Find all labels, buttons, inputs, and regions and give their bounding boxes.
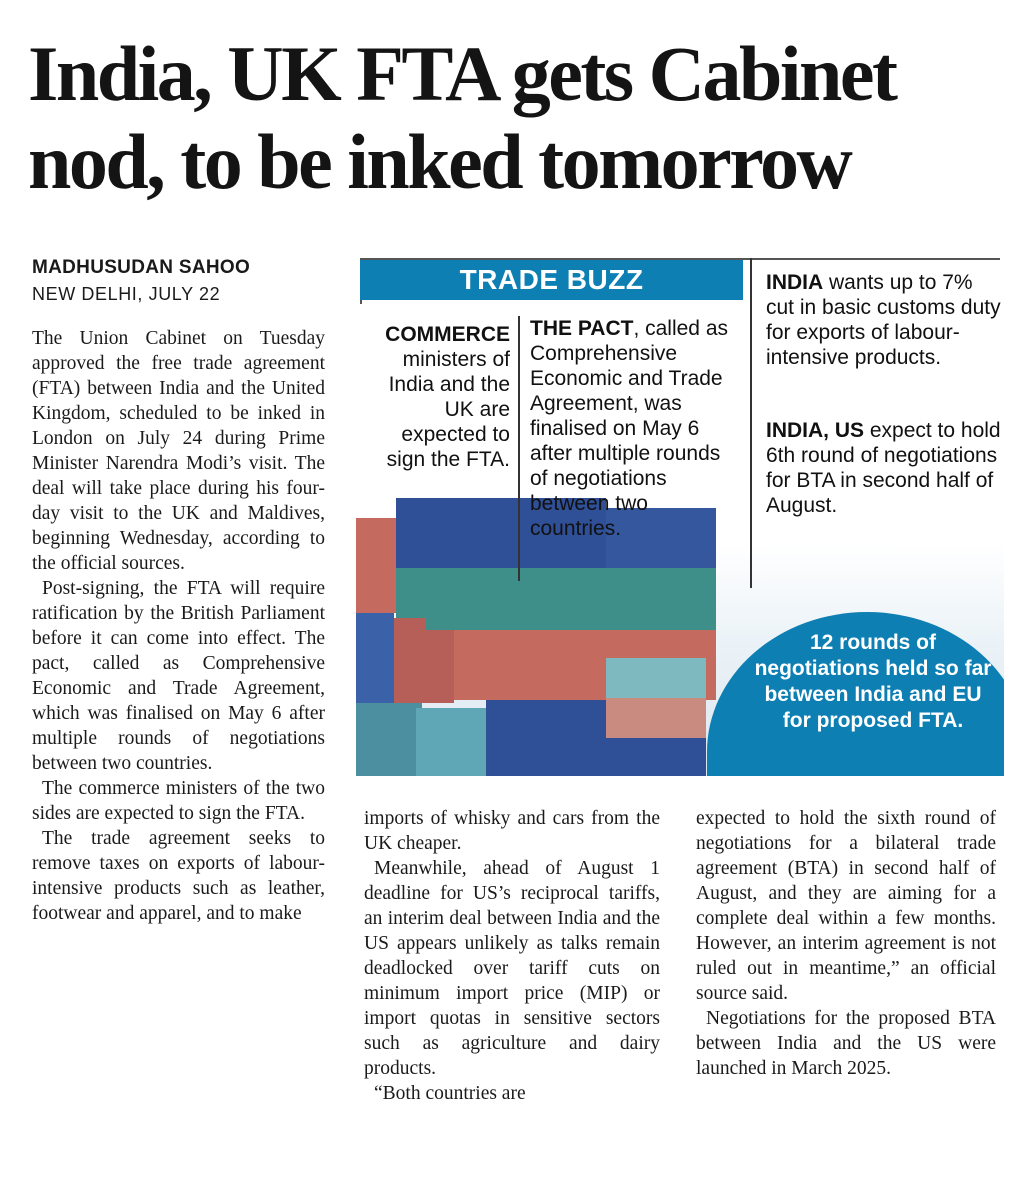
container (356, 703, 422, 776)
article-column-3 (696, 806, 996, 1081)
paragraph: imports of whisky and cars from the UK cheaper. (364, 808, 660, 854)
dateline: NEW DELHI, JULY 22 (32, 284, 221, 304)
headline (28, 30, 1003, 206)
headline-line-2: nod, to be inked tomorrow (28, 118, 851, 205)
trade-buzz-item (370, 322, 510, 472)
paragraph: Post-signing, the FTA will require ratification by the British Parliament before it can come into effect. The pact, called as Comprehensive Economic and Trade Agreement, which was finalised on May 6 after multiple rounds of negotiations between two countries. (32, 578, 325, 774)
item-text: wants up to 7% cut in basic customs duty for exports of labour-intensive products. (766, 271, 1001, 369)
trade-buzz-title: TRADE BUZZ (360, 260, 743, 300)
article-column-1 (32, 326, 325, 926)
trade-buzz-item (766, 418, 1002, 518)
item-lead: THE PACT (530, 317, 634, 340)
container (426, 564, 716, 630)
container (606, 658, 706, 698)
item-text: ministers of India and the UK are expected to sign the FTA. (386, 348, 510, 471)
container (356, 553, 396, 613)
paragraph: The trade agreement seeks to remove taxes on exports of labour-intensive products such as leather, footwear and apparel, and to make (32, 828, 325, 924)
container (356, 518, 396, 558)
eu-note-text: 12 rounds of negotiations held so far between India and EU for proposed FTA. (754, 631, 992, 732)
trade-buzz-graphic (356, 258, 1004, 776)
container (394, 618, 454, 703)
paragraph: “Both countries are (374, 1083, 526, 1104)
item-lead: INDIA, US (766, 419, 865, 442)
container (606, 698, 706, 738)
container (356, 608, 394, 703)
container (416, 708, 486, 776)
trade-buzz-item (530, 316, 740, 541)
headline-line-1: India, UK FTA gets Cabinet (28, 30, 896, 117)
item-text: expect to hold 6th round of negotiations for BTA in second half of August. (766, 419, 1001, 517)
column-divider (750, 258, 752, 588)
item-text: , called as Comprehensive Economic and Trade Agreement, was finalised on May 6 after multiple rounds of negotiations between two countries. (530, 317, 729, 540)
paragraph: The Union Cabinet on Tuesday approved the free trade agreement (FTA) between India and the United Kingdom, scheduled to be inked in London on July 24 during Prime Minister Narendra Modi’s visit. The deal will take place during his four-day visit to the UK and Maldives, beginning Wednesday, according to the official sources. (32, 328, 325, 574)
byline: MADHUSUDAN SAHOO (32, 257, 251, 278)
paragraph: Negotiations for the proposed BTA between India and the US were launched in March 2025. (696, 1008, 996, 1079)
article-column-2 (364, 806, 660, 1106)
item-lead: INDIA (766, 271, 824, 294)
trade-buzz-item (766, 270, 1002, 370)
column-divider (518, 316, 520, 581)
paragraph: Meanwhile, ahead of August 1 deadline for US’s reciprocal tariffs, an interim deal between India and the US appears unlikely as talks remain deadlocked over tariff cuts on minimum import price (MIP) or import quotas in sensitive sectors such as agriculture and dairy products. (364, 858, 660, 1079)
paragraph: expected to hold the sixth round of negotiations for a bilateral trade agreement (BTA) in second half of August, and they are aiming for a complete deal within a few months. However, an interim agreement is not ruled out in meantime,” an official source said. (696, 808, 996, 1004)
item-lead: COMMERCE (385, 323, 510, 346)
paragraph: The commerce ministers of the two sides are expected to sign the FTA. (32, 778, 325, 824)
